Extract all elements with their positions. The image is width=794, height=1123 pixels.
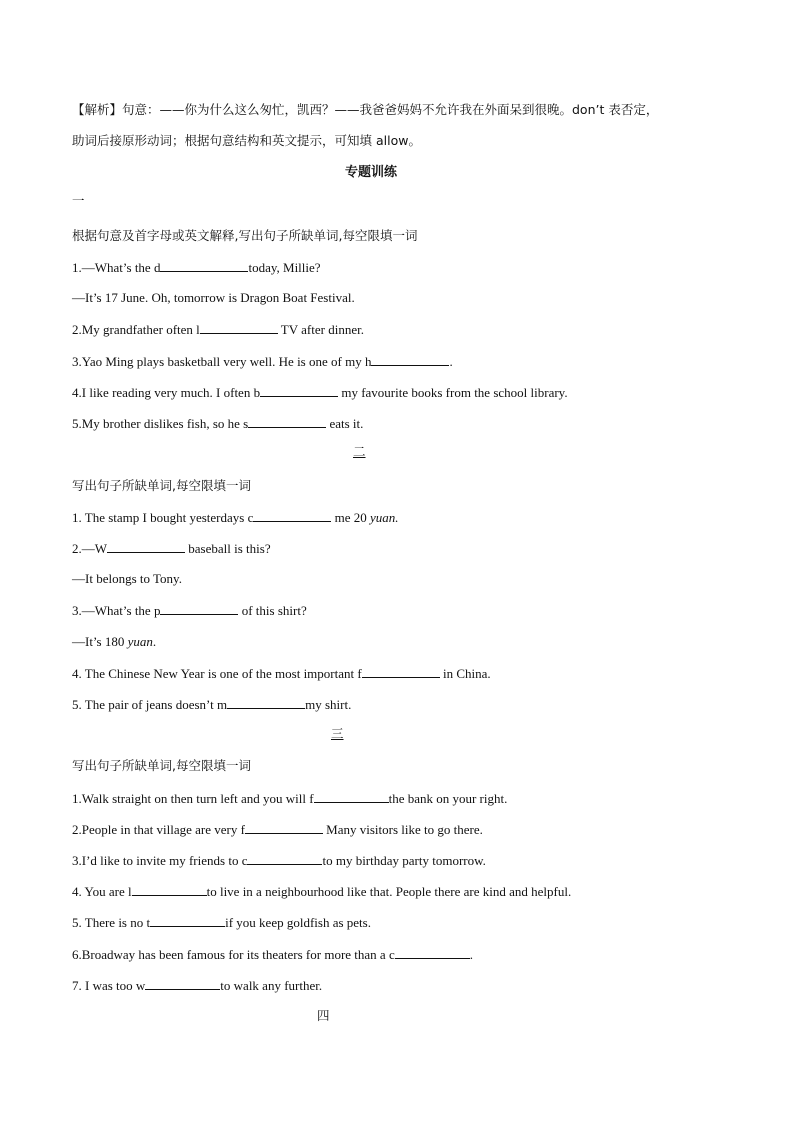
answer-blank[interactable] — [247, 852, 322, 865]
analysis-line-2: 助词后接原形动词；根据句意结构和英文提示，可知填 allow。 — [72, 133, 421, 148]
question-text: . — [152, 634, 157, 649]
question-text: 5. There is no t — [72, 915, 151, 930]
part-3-instruction: 写出句子所缺单词,每空限填一词 — [72, 758, 251, 773]
question-text: 1.—What’s the d — [72, 260, 161, 275]
answer-blank[interactable] — [107, 540, 185, 553]
part-1-question-4 — [72, 384, 568, 401]
part-1-question-2 — [72, 321, 364, 338]
part-1-question-1 — [72, 259, 321, 276]
question-text: today, Millie? — [248, 260, 321, 275]
part-2-question-3-reply — [72, 634, 156, 650]
answer-blank[interactable] — [314, 790, 389, 803]
question-text: to walk any further. — [220, 978, 323, 993]
question-text: baseball is this? — [185, 541, 271, 556]
part-2-question-4 — [72, 665, 491, 682]
question-text: if you keep goldfish as pets. — [225, 915, 371, 930]
question-text: 2.—W — [72, 541, 108, 556]
part-2-question-2 — [72, 540, 271, 557]
question-text: 2.My grandfather often l — [72, 322, 200, 337]
answer-blank[interactable] — [253, 509, 331, 522]
question-text: my favourite books from the school library. — [338, 385, 568, 400]
question-text: 1. The stamp I bought yesterdays c — [72, 510, 254, 525]
part-2-label: 二 — [353, 444, 366, 459]
part-3-question-7 — [72, 977, 322, 994]
question-text: 5. The pair of jeans doesn’t m — [72, 697, 228, 712]
question-text: my shirt. — [305, 697, 352, 712]
answer-blank[interactable] — [245, 821, 323, 834]
question-text: 4. You are l — [72, 884, 132, 899]
answer-blank[interactable] — [150, 914, 225, 927]
question-text: 4.I like reading very much. I often b — [72, 385, 261, 400]
answer-blank[interactable] — [160, 602, 238, 615]
question-text: 2.People in that village are very f — [72, 822, 245, 837]
part-2-question-1 — [72, 509, 399, 526]
answer-blank[interactable] — [132, 883, 207, 896]
question-text: . — [449, 354, 453, 369]
answer-blank[interactable] — [145, 977, 220, 990]
answer-blank[interactable] — [260, 384, 338, 397]
part-1-question-5 — [72, 415, 363, 432]
question-text: Many visitors like to go there. — [322, 822, 483, 837]
part-3-question-4 — [72, 883, 571, 900]
question-text: —It’s 180 — [72, 634, 128, 649]
question-text: eats it. — [326, 416, 364, 431]
question-text: 5.My brother dislikes fish, so he s — [72, 416, 249, 431]
answer-blank[interactable] — [160, 259, 248, 272]
section-title: 专题训练 — [345, 165, 398, 180]
question-text-italic: yuan — [127, 634, 153, 649]
part-2-question-5 — [72, 696, 351, 713]
question-text: 3.I’d like to invite my friends to c — [72, 853, 248, 868]
question-text: 3.—What’s the p — [72, 603, 161, 618]
question-text: of this shirt? — [238, 603, 307, 618]
part-1-instruction: 根据句意及首字母或英文解释,写出句子所缺单词,每空限填一词 — [72, 228, 418, 243]
answer-blank[interactable] — [200, 321, 278, 334]
part-3-question-3 — [72, 852, 486, 869]
part-3-question-1 — [72, 790, 507, 807]
answer-blank[interactable] — [248, 415, 326, 428]
part-1-question-1-reply: —It’s 17 June. Oh, tomorrow is Dragon Boat Festival. — [72, 290, 355, 305]
answer-blank[interactable] — [362, 665, 440, 678]
part-1-question-3 — [72, 353, 453, 370]
question-text: me 20 — [331, 510, 370, 525]
analysis-line-1: 【解析】句意：——你为什么这么匆忙，凯西？——我爸爸妈妈不允许我在外面呆到很晚。don’t 表否定， — [72, 102, 659, 117]
question-text: 6.Broadway has been famous for its theaters for more than a c — [72, 947, 395, 962]
part-3-question-5 — [72, 914, 371, 931]
question-text-italic: yuan. — [370, 510, 399, 525]
part-3-label: 三 — [331, 726, 344, 741]
answer-blank[interactable] — [395, 946, 470, 959]
question-text: 1.Walk straight on then turn left and you will f — [72, 791, 314, 806]
answer-blank[interactable] — [371, 353, 449, 366]
part-1-label: 一 — [72, 193, 85, 208]
question-text: to live in a neighbourhood like that. People there are kind and helpful. — [206, 884, 572, 899]
question-text: 4. The Chinese New Year is one of the most important f — [72, 666, 362, 681]
part-4-label: 四 — [317, 1008, 330, 1023]
question-text: 3.Yao Ming plays basketball very well. He is one of my h — [72, 354, 372, 369]
question-text: TV after dinner. — [277, 322, 364, 337]
part-2-question-3 — [72, 602, 307, 619]
part-3-question-2 — [72, 821, 483, 838]
question-text: in China. — [439, 666, 491, 681]
part-3-question-6 — [72, 946, 473, 963]
question-text: to my birthday party tomorrow. — [322, 853, 486, 868]
part-2-question-2-reply: —It belongs to Tony. — [72, 571, 182, 586]
question-text: 7. I was too w — [72, 978, 146, 993]
answer-blank[interactable] — [227, 696, 305, 709]
part-2-instruction: 写出句子所缺单词,每空限填一词 — [72, 478, 251, 493]
question-text: . — [469, 947, 473, 962]
question-text: the bank on your right. — [388, 791, 508, 806]
